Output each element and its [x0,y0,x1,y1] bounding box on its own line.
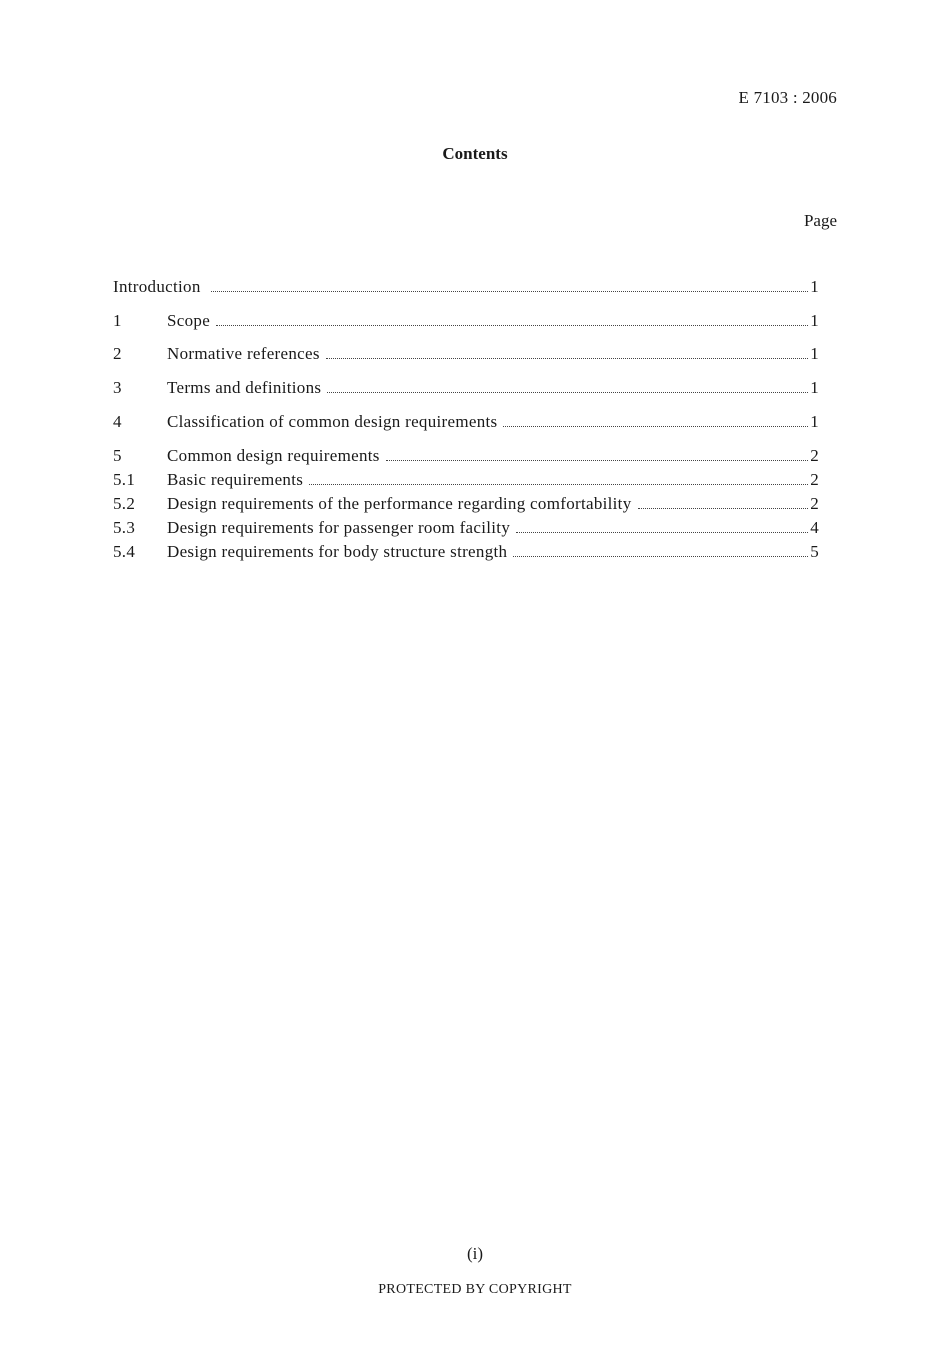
toc-entry-number: 5.2 [113,494,136,513]
dot-leader [386,460,808,461]
toc-entry-body-structure-strength[interactable] [113,541,819,563]
dot-leader [326,358,808,359]
document-code: E 7103 : 2006 [738,88,837,107]
toc-entry-common-design-requirements[interactable] [113,445,819,467]
toc-entry-page: 2 [810,494,819,513]
toc-entry-scope[interactable] [113,310,819,332]
dot-leader [513,556,808,557]
copyright-notice: PROTECTED BY COPYRIGHT [378,1282,572,1297]
page-column-label: Page [803,211,837,230]
toc-entry-classification[interactable] [113,411,819,433]
toc-entry-page: 1 [810,378,819,397]
toc-entry-basic-requirements[interactable] [113,469,819,491]
toc-entry-title: Terms and definitions [167,378,322,397]
toc-entry-title: Scope [167,311,211,330]
page-title: Contents [442,144,508,163]
toc-entry-title: Normative references [167,344,320,363]
dot-leader [211,291,809,292]
toc-entry-page: 1 [810,412,819,431]
toc-entry-passenger-room-facility[interactable] [113,517,819,539]
toc-entry-number: 4 [113,412,122,431]
toc-entry-title: Design requirements for body structure strength [167,542,508,561]
dot-leader [503,426,808,427]
toc-entry-title: Common design requirements [167,446,380,465]
toc-entry-number: 5.1 [113,470,136,489]
dot-leader [216,325,808,326]
toc-entry-page: 1 [810,344,819,363]
toc-entry-number: 2 [113,344,122,363]
toc-entry-page: 4 [810,518,819,537]
toc-entry-title: Design requirements of the performance regarding comfortability [167,494,632,513]
toc-entry-number: 5.4 [113,542,136,561]
toc-entry-title: Basic requirements [167,470,304,489]
toc-entry-page: 5 [810,542,819,561]
toc-entry-page: 2 [810,446,819,465]
toc-entry-page: 2 [810,470,819,489]
toc-entry-normative-references[interactable] [113,343,819,365]
toc-entry-introduction[interactable] [113,276,819,298]
toc-entry-comfortability[interactable] [113,493,819,515]
dot-leader [327,392,808,393]
dot-leader [516,532,808,533]
toc-entry-page: 1 [810,277,819,296]
dot-leader [309,484,808,485]
toc-entry-title: Classification of common design requirements [167,412,498,431]
toc-entry-title: Design requirements for passenger room facility [167,518,511,537]
toc-entry-page: 1 [810,311,819,330]
dot-leader [638,508,809,509]
toc-entry-number: 1 [113,311,122,330]
toc-entry-number: 3 [113,378,122,397]
toc-entry-title: Introduction [113,277,201,296]
toc-entry-number: 5.3 [113,518,136,537]
toc-entry-terms-and-definitions[interactable] [113,377,819,399]
page-number: (i) [466,1244,484,1263]
toc-entry-number: 5 [113,446,122,465]
